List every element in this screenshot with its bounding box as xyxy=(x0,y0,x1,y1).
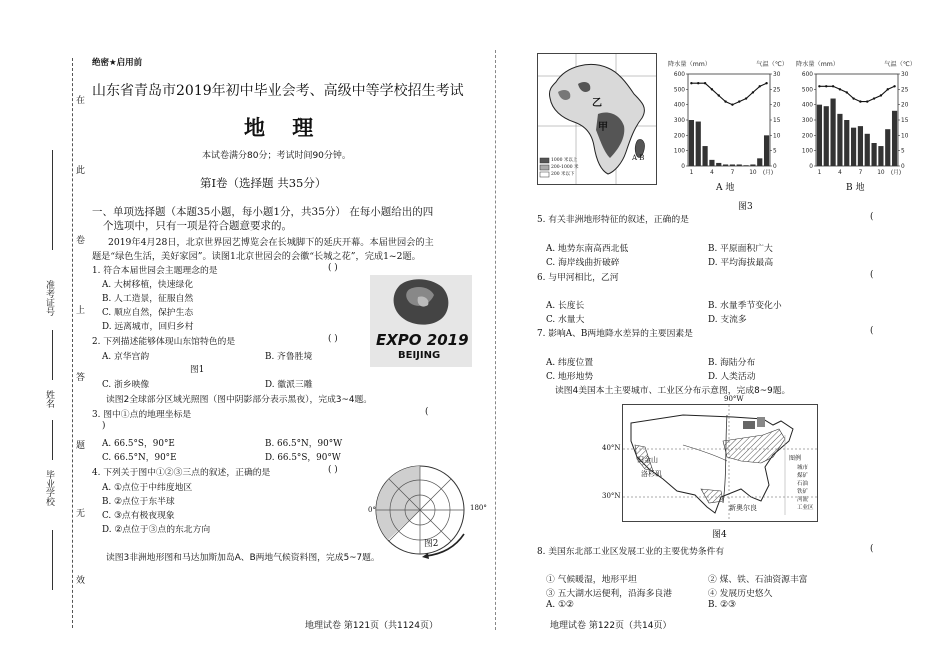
chart-a-bar-9 xyxy=(743,165,748,166)
chart-b-temp-point-8 xyxy=(866,100,868,102)
q1-option-d[interactable]: D. 远离城市，回归乡村 xyxy=(102,322,194,332)
chart-b-bar-6 xyxy=(851,128,856,166)
q3-option-b[interactable]: B. 66.5°N，90°W xyxy=(265,439,343,449)
chart-b-ytick-label-0: 0 xyxy=(809,164,813,170)
page-separator xyxy=(495,50,496,630)
chart-b-ytick-label-500: 500 xyxy=(801,87,813,94)
chart-b-bar-9 xyxy=(871,143,876,166)
chart-a-ytick-label-100: 100 xyxy=(673,148,685,155)
chart-b-bar-11 xyxy=(885,129,890,166)
q2-stem: 2. 下列描述能够体现山东馆特色的是 xyxy=(92,337,236,347)
q5-stem: 5. 有关非洲地形特征的叙述，正确的是 xyxy=(537,215,689,225)
chart-a-temp-point-9 xyxy=(745,97,747,99)
fig2-label-180: 180° xyxy=(470,504,487,512)
chart-b-ylabel: 降水量（mm） xyxy=(796,61,839,68)
q6-option-b[interactable]: B. 水量季节变化小 xyxy=(708,301,782,311)
q6-option-d[interactable]: D. 支流多 xyxy=(708,315,747,325)
chart-a-temp-point-5 xyxy=(718,94,720,96)
q1-stem: 1. 符合本届世园会主题理念的是 xyxy=(92,266,218,276)
chart-b-xtick-10: 10 xyxy=(877,170,885,176)
chart-b-xtick-month: (月) xyxy=(890,170,902,176)
q6-option-c[interactable]: C. 水量大 xyxy=(546,315,585,325)
chart-b-ytick-label-300: 300 xyxy=(801,118,813,124)
q5-option-b[interactable]: B. 平原面积广大 xyxy=(708,244,773,254)
chart-b-bar-1 xyxy=(817,105,822,166)
q7-option-d[interactable]: D. 人类活动 xyxy=(708,372,756,382)
q8-item-4: ④ 发展历史悠久 xyxy=(708,589,773,599)
subject-title: 地 理 xyxy=(244,115,324,140)
fig2-caption: 图2 xyxy=(424,539,439,549)
q6-stem: 6. 与甲河相比，乙河 xyxy=(537,273,619,283)
climate-chart-a xyxy=(662,58,792,188)
field-name: 姓名 xyxy=(44,390,54,408)
chart-a-bar-4 xyxy=(709,160,714,166)
footer-left: 地理试卷 第121页（共1124页） xyxy=(305,621,438,631)
intro-3: 读图3非洲地形图和马达加斯加岛A、B两地气候资料图，完成5~7题。 xyxy=(106,553,380,563)
chart-a-ytick-label-0: 0 xyxy=(681,164,685,170)
q3-option-d[interactable]: D. 66.5°S，90°W xyxy=(265,453,341,463)
chart-a-ytick-label-500: 500 xyxy=(673,87,685,94)
expo-logo-city: BEIJING xyxy=(398,350,441,361)
q2-option-b[interactable]: B. 齐鲁胜境 xyxy=(265,352,313,362)
chart-a-ytick-label-200: 200 xyxy=(673,133,685,140)
q8-item-1: ① 气候暖湿，地形平坦 xyxy=(546,575,637,585)
q4-option-c[interactable]: C. ③点有极夜现象 xyxy=(102,511,175,521)
chart-a-temp-point-4 xyxy=(711,88,713,90)
q1-option-a[interactable]: A. 大树移植，快速绿化 xyxy=(102,280,194,290)
q6-option-a[interactable]: A. 长度长 xyxy=(546,301,585,311)
legend4-title: 图例 xyxy=(789,455,802,462)
chart-a-temp-point-3 xyxy=(704,82,706,84)
chart-a-ylabel: 降水量（mm） xyxy=(668,61,711,68)
chart-b-y2tick-label-0: 0 xyxy=(901,164,905,170)
expo-logo xyxy=(370,275,472,367)
q7-stem: 7. 影响A、B两地降水差异的主要因素是 xyxy=(537,329,693,339)
fig2-polar-diagram xyxy=(368,462,478,560)
chart-b-temp-point-10 xyxy=(880,94,882,96)
chart-a-bar-2 xyxy=(696,122,701,166)
chart-a-y2tick-label-30: 30 xyxy=(773,72,781,78)
chart-a-ytick-label-600: 600 xyxy=(673,72,685,78)
chart-a-bar-12 xyxy=(764,135,769,166)
binding-label-5: 题 xyxy=(74,440,84,449)
chart-a-temp-point-12 xyxy=(765,82,767,84)
chart-b-title: B 地 xyxy=(846,183,865,193)
chart-b-bar-2 xyxy=(824,106,829,166)
chart-a-bar-3 xyxy=(702,146,707,166)
chart-b-temp-point-2 xyxy=(825,85,827,87)
chart-b-ytick-label-100: 100 xyxy=(801,148,813,155)
q3-paren: ( xyxy=(425,407,429,417)
q1-paren: ( ) xyxy=(328,263,338,273)
chart-b-y2label: 气温（℃） xyxy=(884,61,916,68)
chart-a-bar-10 xyxy=(750,164,755,166)
section1-heading-2: 个选项中，只有一项是符合题意要求的。 xyxy=(103,220,292,232)
q5-option-c[interactable]: C. 海岸线曲折破碎 xyxy=(546,258,620,268)
chart-a-bar-6 xyxy=(723,164,728,166)
legend4-river: 河流 xyxy=(797,497,809,503)
chart-a-xtick-7: 7 xyxy=(730,170,735,176)
chart-a-temp-point-1 xyxy=(690,82,692,84)
chart-a-y2label: 气温（℃） xyxy=(756,61,788,68)
chart-b-xtick-7: 7 xyxy=(858,170,863,176)
binding-label-4: 答 xyxy=(74,372,84,381)
fig3-africa-map xyxy=(537,53,657,185)
fig1-caption: 图1 xyxy=(190,365,205,375)
chart-b-temp-point-3 xyxy=(832,85,834,87)
binding-label-0: 在 xyxy=(74,95,84,104)
q3-paren-close: ) xyxy=(102,421,106,431)
q7-paren: ( xyxy=(870,326,874,336)
q5-paren: ( xyxy=(870,212,874,222)
chart-a-temp-point-7 xyxy=(731,103,733,105)
chart-a-y2tick-label-10: 10 xyxy=(773,133,781,140)
q4-paren: ( ) xyxy=(328,465,338,475)
binding-label-1: 此 xyxy=(74,165,84,174)
chart-b-bar-12 xyxy=(892,111,897,166)
chart-b-temp-point-6 xyxy=(852,97,854,99)
exam-info: 本试卷满分80分；考试时间90分钟。 xyxy=(202,151,351,161)
chart-b-temp-point-1 xyxy=(818,85,820,87)
field-school: 毕业学校 xyxy=(44,470,54,506)
expo-logo-text: EXPO 2019 xyxy=(376,331,469,349)
q2-paren: ( ) xyxy=(328,334,338,344)
q3-option-c[interactable]: C. 66.5°N，90°E xyxy=(102,453,177,463)
q2-option-a[interactable]: A. 京华宫韵 xyxy=(102,352,150,362)
chart-a-bar-8 xyxy=(737,164,742,166)
field-line-4 xyxy=(52,530,53,590)
fig3-caption: 图3 xyxy=(738,202,753,212)
binding-line-dashed xyxy=(72,58,73,628)
fig4-label-sf: 旧金山 xyxy=(637,456,658,464)
chart-b-y2tick-label-25: 25 xyxy=(901,87,909,94)
chart-b-temp-point-4 xyxy=(839,88,841,90)
secret-mark: 绝密★启用前 xyxy=(92,58,143,68)
intro-2: 读图2全球部分区域光照图（图中阴影部分表示黑夜），完成3~4题。 xyxy=(106,395,373,405)
chart-a-temp-point-6 xyxy=(724,100,726,102)
chart-a-xtick-month: (月) xyxy=(762,170,774,176)
intro-1-line-2: 题是“绿色生活，美好家园”。读图1北京世园会的会徽“长城之花”，完成1~2题。 xyxy=(92,251,421,262)
intro-4: 读图4美国本土主要城市、工业区分布示意图，完成8~9题。 xyxy=(555,386,791,396)
chart-a-temp-line xyxy=(691,83,766,105)
part1-title: 第Ⅰ卷（选择题 共35分） xyxy=(200,176,327,190)
chart-a-y2tick-label-25: 25 xyxy=(773,87,781,94)
field-line-3 xyxy=(52,420,53,460)
q7-option-a[interactable]: A. 纬度位置 xyxy=(546,358,594,368)
fig4-caption: 图4 xyxy=(712,530,727,540)
q7-option-c[interactable]: C. 地形地势 xyxy=(546,372,594,382)
fig2-label-0: 0° xyxy=(368,506,376,514)
chart-b-temp-point-12 xyxy=(893,85,895,87)
chart-b-xtick-4: 4 xyxy=(838,170,842,176)
chart-a-ytick-label-300: 300 xyxy=(673,118,685,124)
field-exam-number: 准考证号 xyxy=(44,280,54,316)
chart-a-y2tick-label-15: 15 xyxy=(773,118,781,124)
q8-option-a[interactable]: A. ①② xyxy=(546,600,574,610)
footer-right: 地理试卷 第122页（共14页） xyxy=(550,621,672,631)
legend4-iron: 铁矿 xyxy=(797,489,809,495)
chart-b-temp-point-5 xyxy=(846,91,848,93)
q8-option-b[interactable]: B. ②③ xyxy=(708,600,736,610)
chart-b-bar-8 xyxy=(865,134,870,166)
fig4-label-40n: 40°N xyxy=(602,444,621,452)
chart-a-bar-11 xyxy=(757,158,762,166)
chart-b-y2tick-label-20: 20 xyxy=(901,102,909,109)
chart-a-bar-1 xyxy=(689,120,694,166)
chart-a-y2tick-label-5: 5 xyxy=(773,148,777,155)
chart-a-temp-point-10 xyxy=(752,91,754,93)
chart-a-xtick-1: 1 xyxy=(689,170,694,176)
exam-title: 山东省青岛市2019年初中毕业会考、高级中等学校招生考试 xyxy=(92,83,464,99)
q5-option-a[interactable]: A. 地势东南高西北低 xyxy=(546,244,629,254)
climate-chart-b xyxy=(790,58,920,188)
fig4-label-la: 洛杉矶 xyxy=(641,470,662,478)
chart-b-bar-4 xyxy=(837,114,842,166)
q4-stem: 4. 下列关于图中①②③三点的叙述，正确的是 xyxy=(92,468,271,478)
binding-label-2: 卷 xyxy=(74,235,84,244)
legend4-coal: 煤矿 xyxy=(797,473,809,479)
q3-stem: 3. 图中①点的地理坐标是 xyxy=(92,410,192,420)
chart-a-xtick-10: 10 xyxy=(749,170,757,176)
q3-option-a[interactable]: A. 66.5°S，90°E xyxy=(102,439,175,449)
map-legend-3: 200 米以下 xyxy=(551,172,575,177)
fig4-label-30n: 30°N xyxy=(602,492,621,500)
q8-item-3: ③ 五大湖水运便利，沿海多良港 xyxy=(546,589,672,599)
chart-b-bar-5 xyxy=(844,120,849,166)
chart-b-bar-7 xyxy=(858,126,863,166)
q4-option-b[interactable]: B. ②点位于东半球 xyxy=(102,497,175,507)
chart-a-y2tick-label-20: 20 xyxy=(773,102,781,109)
chart-a-temp-point-11 xyxy=(759,85,761,87)
chart-a-xtick-4: 4 xyxy=(710,170,714,176)
fig4-label-90w: 90°W xyxy=(724,395,744,403)
map-label-ab: A B xyxy=(632,154,645,162)
legend4-city: 城市 xyxy=(797,465,809,471)
q4-option-a[interactable]: A. ①点位于中纬度地区 xyxy=(102,483,193,493)
binding-label-3: 上 xyxy=(74,305,84,314)
chart-b-temp-point-11 xyxy=(887,88,889,90)
q8-paren: ( xyxy=(870,544,874,554)
chart-b-xtick-1: 1 xyxy=(817,170,822,176)
map-label-jia: 甲 xyxy=(598,122,608,133)
chart-b-y2tick-label-30: 30 xyxy=(901,72,909,78)
q2-option-d[interactable]: D. 徽派三雕 xyxy=(265,380,313,390)
field-line-1 xyxy=(52,150,53,250)
chart-b-ytick-label-200: 200 xyxy=(801,133,813,140)
chart-a-ytick-label-400: 400 xyxy=(673,102,685,109)
map-label-yi: 乙 xyxy=(592,98,602,109)
chart-b-temp-point-9 xyxy=(873,97,875,99)
q4-option-d[interactable]: D. ②点位于③点的东北方向 xyxy=(102,525,211,535)
q1-option-b[interactable]: B. 人工造景，征服自然 xyxy=(102,294,194,304)
chart-a-title: A 地 xyxy=(716,183,735,193)
chart-b-y2tick-label-10: 10 xyxy=(901,133,909,140)
chart-b-y2tick-label-15: 15 xyxy=(901,118,909,124)
chart-a-y2tick-label-0: 0 xyxy=(773,164,777,170)
q8-item-2: ② 煤、铁、石油资源丰富 xyxy=(708,575,808,585)
chart-b-ytick-label-600: 600 xyxy=(801,72,813,78)
q5-option-d[interactable]: D. 平均海拔最高 xyxy=(708,258,774,268)
chart-a-temp-point-8 xyxy=(738,100,740,102)
binding-label-7: 效 xyxy=(74,575,84,584)
binding-label-6: 无 xyxy=(74,508,84,517)
chart-b-y2tick-label-5: 5 xyxy=(901,148,905,155)
map-legend-1: 1000 米以上 xyxy=(551,158,578,163)
chart-b-temp-point-7 xyxy=(859,100,861,102)
legend4-oil: 石油 xyxy=(797,481,809,487)
chart-b-bar-3 xyxy=(830,99,835,166)
chart-a-bar-7 xyxy=(730,164,735,166)
chart-a-bar-5 xyxy=(716,163,721,166)
chart-b-bar-10 xyxy=(878,146,883,166)
q8-stem: 8. 美国东北部工业区发展工业的主要优势条件有 xyxy=(537,547,725,557)
q1-option-c[interactable]: C. 顺应自然，保护生态 xyxy=(102,308,194,318)
fig4-us-map xyxy=(622,404,818,522)
legend4-industry: 工业区 xyxy=(797,505,814,511)
q7-option-b[interactable]: B. 海陆分布 xyxy=(708,358,756,368)
chart-a-temp-point-2 xyxy=(697,82,699,84)
map-legend-2: 200-1000 米 xyxy=(551,165,579,170)
field-line-2 xyxy=(52,330,53,380)
q2-option-c[interactable]: C. 浙乡映像 xyxy=(102,380,150,390)
section1-heading-1: 一、单项选择题（本题35小题，每小题1分，共35分） 在每小题给出的四 xyxy=(92,206,434,218)
chart-b-ytick-label-400: 400 xyxy=(801,102,813,109)
intro-1-line-1: 2019年4月28日，北京世界园艺博览会在长城脚下的延庆开幕。本届世园会的主 xyxy=(108,237,434,248)
q6-paren: ( xyxy=(870,270,874,280)
fig4-label-no: 新奥尔良 xyxy=(729,504,757,512)
